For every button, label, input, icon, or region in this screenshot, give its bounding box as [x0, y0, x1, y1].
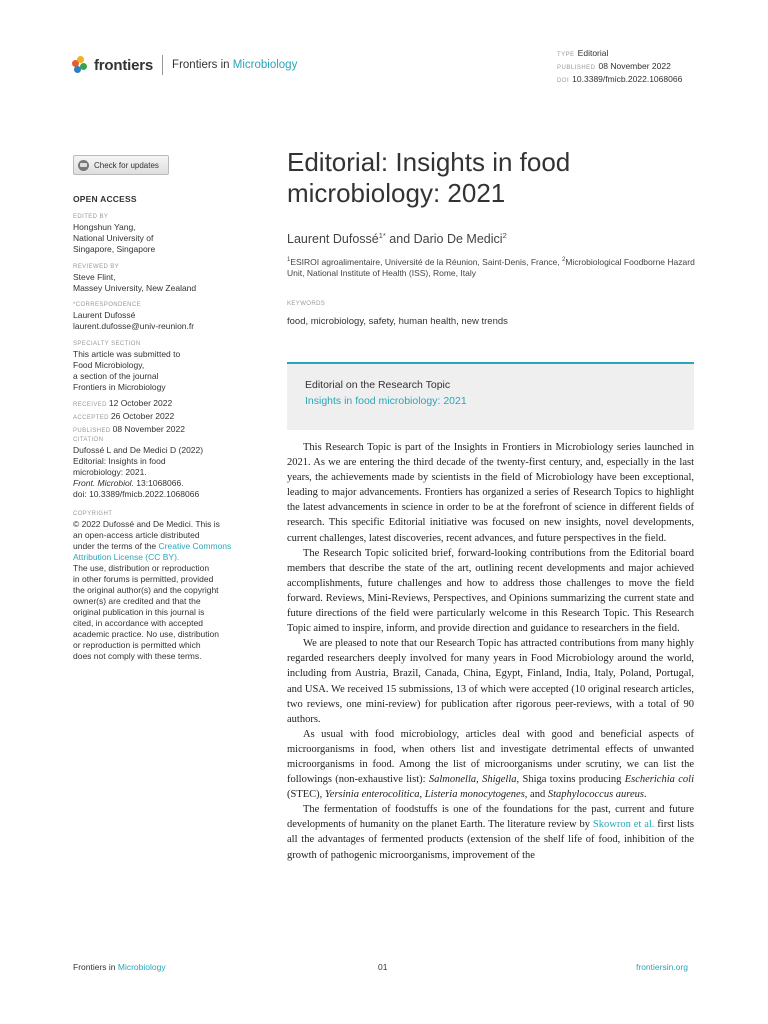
author-name[interactable]: Dario De Medici	[413, 232, 503, 247]
journal-accent: Microbiology	[232, 59, 298, 71]
footer-journal-prefix: Frontiers in	[73, 962, 118, 972]
citation-line: microbiology: 2021.	[73, 467, 147, 477]
check-for-updates-button[interactable]	[73, 155, 169, 175]
accepted-label: ACCEPTED	[73, 415, 109, 421]
author-sup: 1*	[378, 231, 386, 240]
body-paragraph	[287, 802, 694, 862]
frontiers-logo-icon	[72, 56, 90, 74]
journal-name[interactable]	[172, 59, 297, 71]
editor-line: National University of	[73, 233, 154, 243]
species-name: Yersinia enterocolitica	[324, 789, 420, 801]
body-text: first lists all the advantages of fermented products (extension of the shelf life of food, inhibition of the growth of pathogenic microorganisms, improvement of the	[287, 819, 695, 861]
body-paragraph: The Research Topic solicited brief, forward-looking contributions from the Editorial board members that describe the state of the art, outlining recent developments and major achieved accomplishments, future challenges and how to address those challenges to move the field forward. Reviews, Mini-Reviews, Perspectives, and Opinions summarizing the current state and future directions of the field were particularly welcome in this Research Topic. This Research Topic aimed to inspire, inform, and provide direction and guidance to researchers in the field.	[287, 547, 694, 635]
meta-doi-value[interactable]: 10.3389/fmicb.2022.1068066	[572, 74, 683, 84]
page-number: 01	[378, 962, 388, 972]
keywords: food, microbiology, safety, human health, new trends	[287, 316, 508, 327]
footer-journal-accent: Microbiology	[117, 962, 166, 972]
dates-section	[73, 398, 243, 437]
meta-type-label: TYPE	[557, 52, 575, 58]
specialty-line: This article was submitted to	[73, 349, 181, 359]
citation-line: Dufossé L and De Medici D (2022)	[73, 445, 204, 455]
article-meta	[557, 48, 682, 87]
author-sup: 2	[502, 231, 507, 240]
body-text: The fermentation of foodstuffs is one of the foundations for the past, current and future developments of humanity on the planet Earth. The literature review by	[287, 804, 694, 831]
editor-line: Hongshun Yang,	[73, 222, 136, 232]
meta-published	[557, 61, 682, 74]
copyright-line: cited, in accordance with accepted	[73, 618, 203, 628]
citation-doi[interactable]: doi: 10.3389/fmicb.2022.1068066	[73, 489, 200, 499]
species-name: Escherichia coli	[624, 774, 694, 786]
species-name: Shigella	[482, 774, 517, 786]
journal-prefix: Frontiers in	[172, 59, 233, 71]
body-text: .	[643, 789, 647, 801]
copyright-line: The use, distribution or reproduction	[73, 563, 210, 573]
copyright-line: under the terms of the	[73, 541, 159, 551]
author-conjunction: and	[385, 232, 414, 247]
frontiers-logo[interactable]	[72, 55, 297, 75]
correspondence-label: *CORRESPONDENCE	[73, 302, 142, 308]
body-text: (STEC),	[287, 789, 325, 801]
research-topic-link[interactable]: Insights in food microbiology: 2021	[305, 395, 467, 407]
body-text: , Shiga toxins producing	[516, 774, 625, 786]
specialty-line: a section of the journal	[73, 371, 159, 381]
author-name[interactable]: Laurent Dufossé	[287, 232, 379, 247]
title-line: microbiology: 2021	[287, 178, 506, 208]
reference-link[interactable]: Skowron et al.	[592, 819, 655, 831]
affiliation: ESIROI agroalimentaire, Université de la Réunion, Saint-Denis, France,	[290, 256, 562, 267]
meta-doi-label: DOI	[557, 78, 570, 84]
body-text: As usual with food microbiology, articles deal with good and beneficial aspects of microorganisms in food, when others list and investigate detrimental effects of unwanted microorganisms in food. Among the list of microorganisms under scrutiny, we can list the followings (non-exhaustive list):	[287, 728, 694, 786]
citation-line: Editorial: Insights in food	[73, 456, 166, 466]
reviewed-by-label: REVIEWED BY	[73, 264, 120, 270]
copyright-line: owner(s) are credited and that the	[73, 596, 201, 606]
received-label: RECEIVED	[73, 402, 107, 408]
meta-published-label: PUBLISHED	[557, 65, 596, 71]
copyright-line: original publication in this journal is	[73, 607, 205, 617]
copyright-section	[73, 510, 238, 662]
accepted-value: 26 October 2022	[110, 411, 175, 421]
reviewer-line: Steve Flint,	[73, 272, 116, 282]
title-line: Editorial: Insights in food	[287, 147, 571, 177]
citation-label: CITATION	[73, 437, 104, 443]
update-icon	[78, 160, 89, 171]
affiliations	[287, 255, 707, 279]
research-topic-label: Editorial on the Research Topic	[305, 379, 451, 391]
edited-by-section	[73, 213, 243, 255]
meta-type	[557, 48, 682, 61]
editor-line: Singapore, Singapore	[73, 244, 156, 254]
citation-volume: 13:1068066.	[133, 478, 184, 488]
affil-sup: 2	[562, 257, 566, 263]
meta-type-value: Editorial	[577, 48, 609, 58]
correspondent-email[interactable]: laurent.dufosse@univ-reunion.fr	[73, 321, 195, 331]
received-date	[73, 398, 243, 411]
published-label: PUBLISHED	[73, 428, 111, 434]
species-name: Listeria monocytogenes	[424, 789, 525, 801]
article-body	[287, 440, 694, 863]
body-paragraph: We are pleased to note that our Research Topic has attracted contributions from many highly regarded researchers deeply involved for many years in Food Microbiology around the world, including from Austria, Brazil, Canada, China, Egypt, Finland, India, Italy, Poland, Portugal, and USA. We received 15 submissions, 13 of which were accepted (10 original research articles, two reviews, one mini-review) for publication after rigorous peer-reviews, with a total of 90 authors.	[287, 638, 694, 725]
logo-text: frontiers	[94, 56, 154, 74]
copyright-line: an open-access article distributed	[73, 530, 200, 540]
header-divider	[162, 55, 163, 75]
species-name: Salmonella	[428, 774, 477, 786]
specialty-line: Food Microbiology,	[73, 360, 145, 370]
copyright-line: © 2022 Dufossé and De Medici. This is	[73, 519, 220, 529]
keywords-label: KEYWORDS	[287, 301, 326, 307]
affiliation: Microbiological Foodborne Hazard Unit, National Institute of Health (ISS), Rome, Italy	[287, 256, 695, 278]
check-for-updates-label: Check for updates	[94, 160, 159, 170]
article-title	[287, 147, 707, 209]
affil-sup: 1	[287, 257, 291, 263]
license-link[interactable]: Creative Commons Attribution License (CC BY).	[73, 541, 232, 562]
copyright-license-line	[73, 541, 238, 563]
reviewer-line: Massey University, New Zealand	[73, 283, 197, 293]
author-list	[287, 231, 507, 246]
body-text: ,	[419, 789, 425, 801]
citation-journal: Front. Microbiol.	[73, 478, 134, 488]
species-name: Staphylococcus aureus	[547, 789, 644, 801]
copyright-line: academic practice. No use, distribution	[73, 629, 219, 639]
reviewed-by-section	[73, 263, 243, 294]
correspondent-name: Laurent Dufossé	[73, 310, 136, 320]
footer-journal[interactable]	[73, 962, 166, 972]
specialty-line: Frontiers in Microbiology	[73, 382, 166, 392]
citation-journal-line	[73, 478, 243, 489]
accepted-date	[73, 411, 243, 424]
body-text: ,	[476, 774, 483, 786]
specialty-section	[73, 340, 243, 393]
copyright-line: does not comply with these terms.	[73, 651, 202, 661]
received-value: 12 October 2022	[108, 398, 173, 408]
copyright-line: in other forums is permitted, provided	[73, 574, 214, 584]
research-topic-box	[287, 362, 694, 430]
body-paragraph: This Research Topic is part of the Insights in Frontiers in Microbiology series launched in 2021. As we are entering the third decade of the twenty-first century, and, especially in the last years, the achievements made by scientists in the field of Microbiology have been exceptional, leading to major advancements. Frontiers has organized a series of Research Topics to highlight the latest advancements in science in order to be at the forefront of science in different fields of research. This specific Editorial initiative was focused on new insights, novel developments, current challenges, latest discoveries, recent advances, and future perspectives in the field.	[287, 442, 694, 544]
published-value: 08 November 2022	[112, 424, 185, 434]
body-text: , and	[524, 789, 548, 801]
meta-doi	[557, 74, 682, 87]
correspondence-section	[73, 301, 243, 332]
footer-site-link[interactable]: frontiersin.org	[636, 962, 688, 972]
citation-section	[73, 436, 243, 500]
edited-by-label: EDITED BY	[73, 214, 109, 220]
copyright-line: the original author(s) and the copyright	[73, 585, 219, 595]
copyright-label: COPYRIGHT	[73, 511, 113, 517]
specialty-label: SPECIALTY SECTION	[73, 341, 141, 347]
body-paragraph	[287, 727, 694, 802]
open-access-label: OPEN ACCESS	[73, 194, 137, 204]
meta-published-value: 08 November 2022	[598, 61, 671, 71]
copyright-line: or reproduction is permitted which	[73, 640, 201, 650]
